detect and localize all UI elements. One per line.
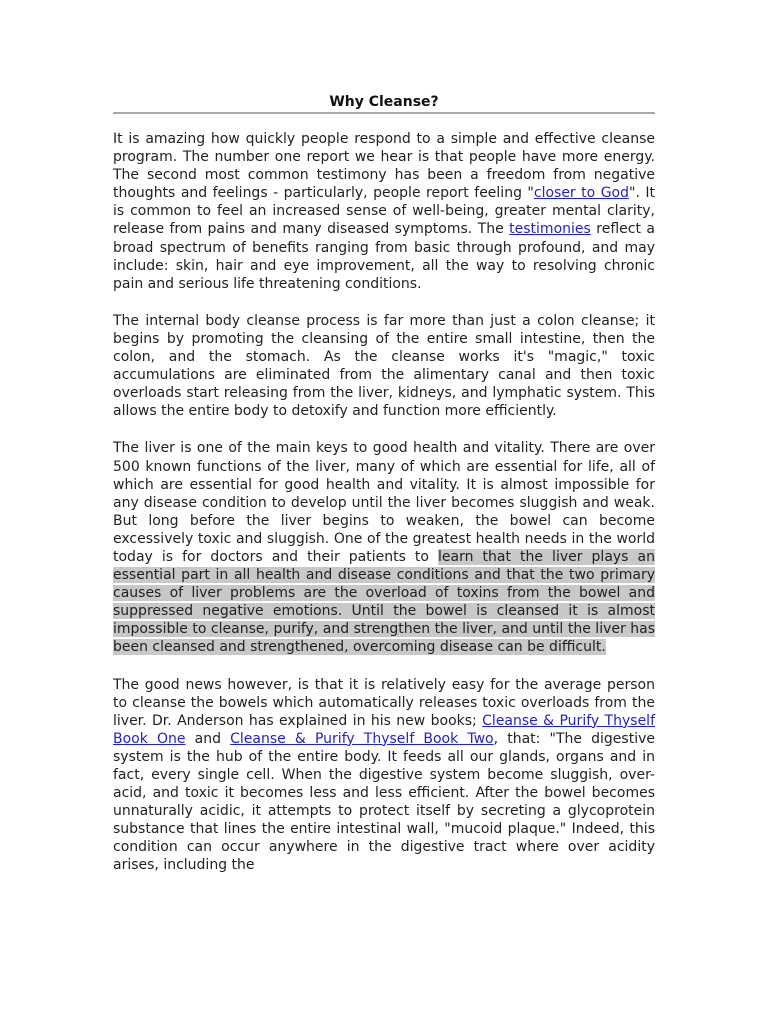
paragraph-1-text-b: ". It is common to feel an increased sense of well-being, greater mental clarity, release from pains and many diseased symptoms. The [113,185,655,238]
paragraph-3-text-a: The liver is one of the main keys to good health and vitality. There are over 500 known functions of the liver, many of which are essential for life, all of which are essential for good health and vitality. It is almost impossible for any disease condition to develop until the liver becomes sluggish and weak. But long before the liver begins to weaken, the bowel can become excessively toxic and sluggish. One of the greatest health needs in the world today is for doctors and their patients to [113,440,655,565]
paragraph-1 [113,130,655,293]
paragraph-4 [113,676,655,875]
paragraph-4-text-b: and [185,730,231,747]
paragraph-1-text-c: reflect a broad spectrum of benefits ranging from basic through profound, and may include: skin, hair and eye improvement, all the way to resolving chronic pain and serious life threatening conditions. [113,221,655,292]
paragraph-3 [113,439,655,656]
book-two-link[interactable]: Cleanse & Purify Thyself Book Two [230,730,494,747]
paragraph-4-text-c: , that: "The digestive system is the hub of the entire body. It feeds all our glands, organs and in fact, every single cell. When the digestive system become sluggish, over-acid, and toxic it becomes less and less efficient. After the bowel becomes unnaturally acidic, it attempts to protect itself by secreting a glycoprotein substance that lines the entire intestinal wall, "mucoid plaque." Indeed, this condition can occur anywhere in the digestive tract where over acidity arises, including the [113,730,655,874]
testimonies-link[interactable]: testimonies [509,221,591,238]
book-one-link[interactable]: Cleanse & Purify Thyself Book One [113,712,655,747]
paragraph-1-text-a: It is amazing how quickly people respond to a simple and effective cleanse program. The number one report we hear is that people have more energy. The second most common testimony has been a freedom from negative thoughts and feelings - particularly, people report feeling " [113,131,655,202]
title-divider [113,112,655,114]
closer-to-god-link[interactable]: closer to God [533,185,629,202]
paragraph-2: The internal body cleanse process is far more than just a colon cleanse; it begins by promoting the cleansing of the entire small intestine, then the colon, and the stomach. As the cleanse works it's "magic," toxic accumulations are eliminated from the alimentary canal and then toxic overloads start releasing from the liver, kidneys, and lymphatic system. This allows the entire body to detoxify and function more efficiently. [113,312,655,420]
paragraph-4-text-a: The good news however, is that it is relatively easy for the average person to cleanse the bowels which automatically releases toxic overloads from the liver. Dr. Anderson has explained in his new books; [113,676,655,729]
document-page [113,92,655,894]
highlighted-text: learn that the liver plays an essential part in all health and disease conditions and that the two primary causes of liver problems are the overload of toxins from the bowel and suppressed negative emotions. Until the bowel is cleansed it is almost impossible to cleanse, purify, and strengthen the liver, and until the liver has been cleansed and strengthened, overcoming disease can be difficult. [113,548,655,656]
page-title: Why Cleanse? [329,94,439,110]
